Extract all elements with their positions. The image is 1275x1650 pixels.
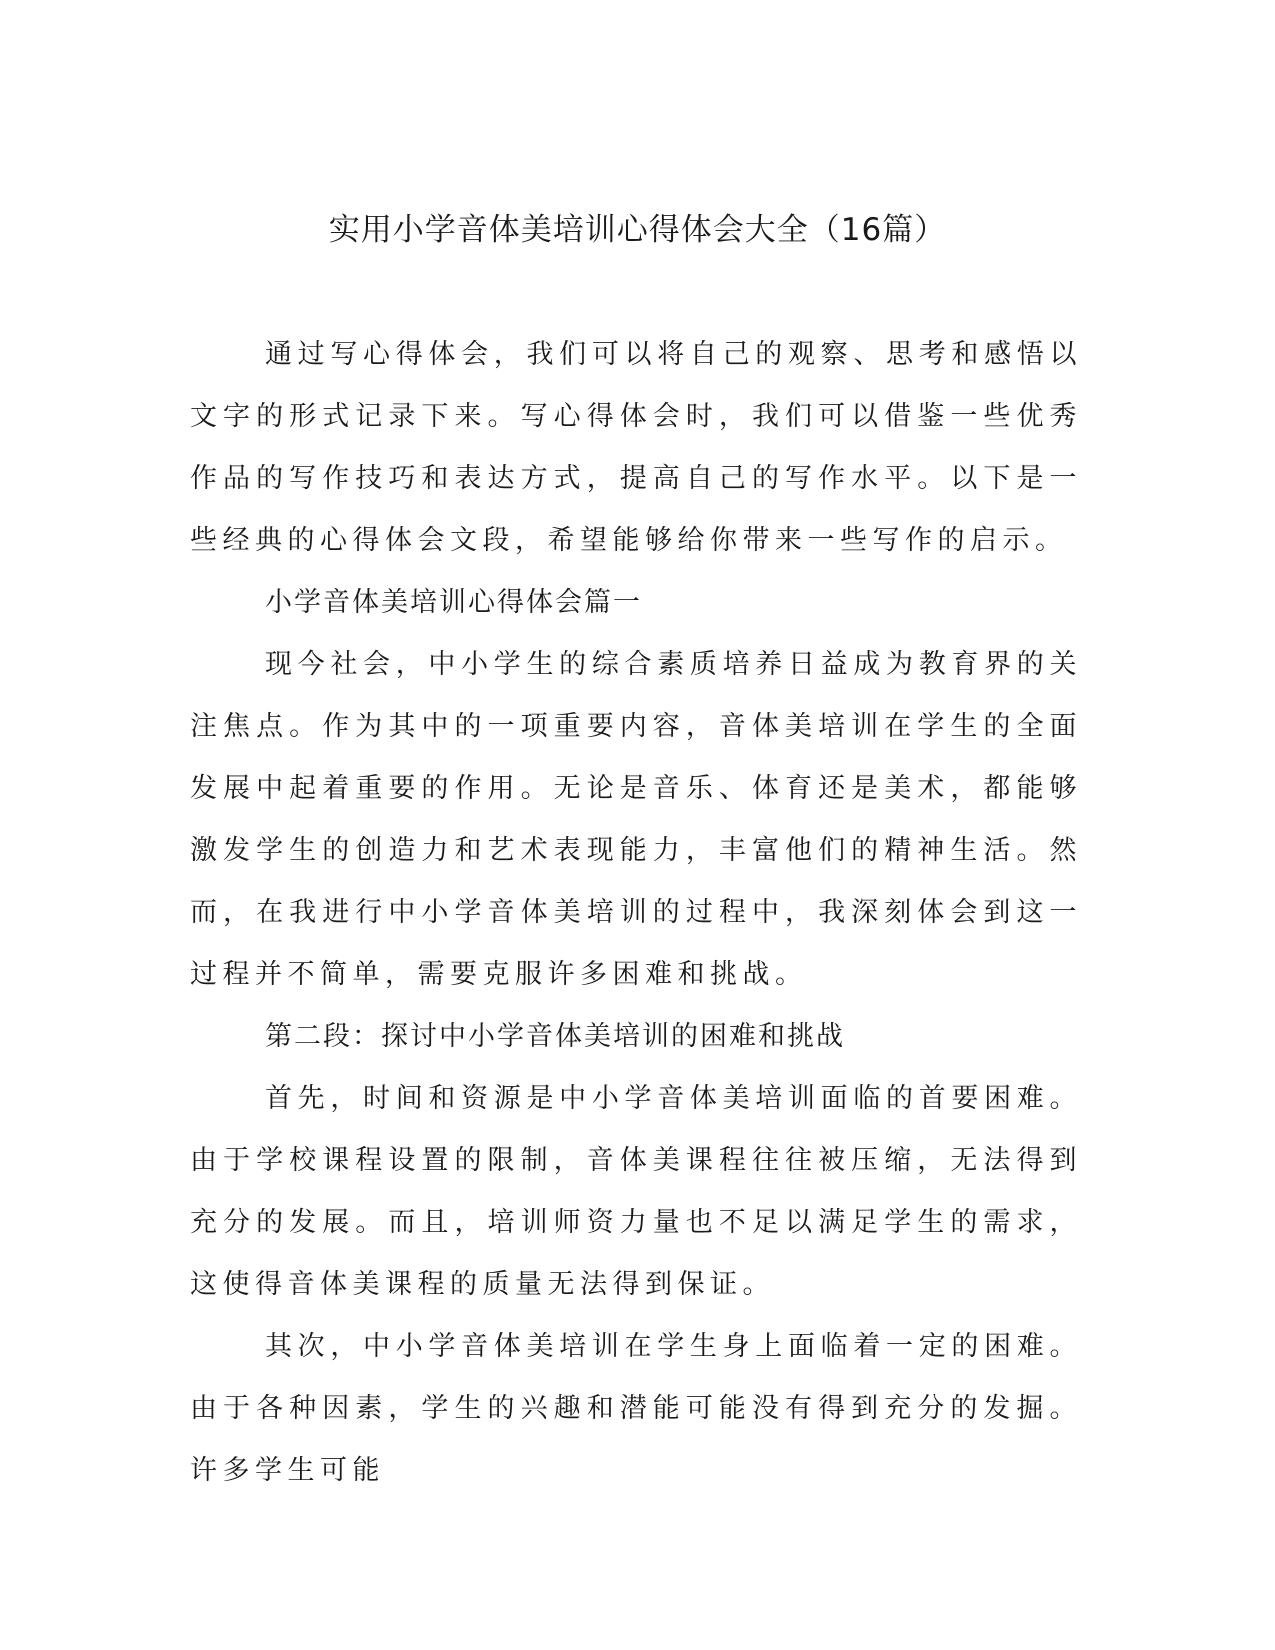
document-title: 实用小学音体美培训心得体会大全（16篇） (328, 212, 947, 248)
intro-paragraph: 通过写心得体会，我们可以将自己的观察、思考和感悟以文字的形式记录下来。写心得体会时，我们可以借鉴一些优秀作品的写作技巧和表达方式，提高自己的写作水平。以下是一些经典的心得体会文段，希望能够给你带来一些写作的启示。 (190, 339, 1082, 556)
section-heading-second-part: 第二段：探讨中小学音体美培训的困难和挑战 (265, 1021, 845, 1052)
paragraph-first-difficulty: 首先，时间和资源是中小学音体美培训面临的首要困难。由于学校课程设置的限制，音体美课程往往被压缩，无法得到充分的发展。而且，培训师资力量也不足以满足学生的需求，这使得音体美课程的质量无法得到保证。 (190, 1083, 1082, 1300)
paragraph-second-difficulty: 其次，中小学音体美培训在学生身上面临着一定的困难。由于各种因素，学生的兴趣和潜能可能没有得到充分的发掘。许多学生可能 (190, 1331, 1082, 1486)
document-body (190, 324, 1082, 1502)
section-heading-part-one: 小学音体美培训心得体会篇一 (265, 587, 642, 618)
paragraph-opening: 现今社会，中小学生的综合素质培养日益成为教育界的关注焦点。作为其中的一项重要内容，音体美培训在学生的全面发展中起着重要的作用。无论是音乐、体育还是美术，都能够激发学生的创造力和艺术表现能力，丰富他们的精神生活。然而，在我进行中小学音体美培训的过程中，我深刻体会到这一过程并不简单，需要克服许多困难和挑战。 (190, 649, 1082, 990)
